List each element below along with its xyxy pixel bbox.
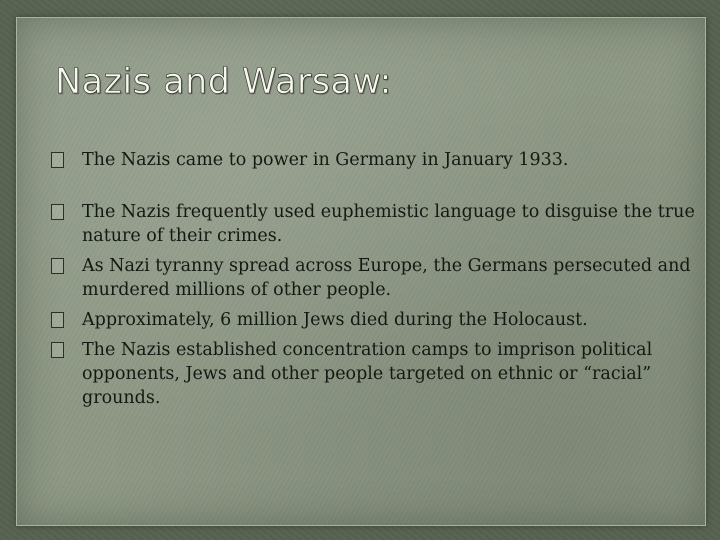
content-panel: [16, 17, 706, 526]
square-bullet-icon: [51, 152, 64, 168]
bullet-text: The Nazis established concentration camps to imprison political opponents, Jews and other people targeted on ethnic or “racial” grounds.: [82, 340, 653, 408]
bullet-text: Approximately, 6 million Jews died during the Holocaust.: [82, 310, 588, 330]
square-bullet-icon: [51, 204, 64, 220]
square-bullet-icon: [51, 258, 64, 274]
list-item: [51, 254, 711, 302]
square-bullet-icon: [51, 342, 64, 358]
list-item: [51, 148, 711, 172]
list-item: [51, 200, 711, 248]
bullet-text: As Nazi tyranny spread across Europe, the Germans persecuted and murdered millions of other people.: [82, 256, 691, 300]
bullet-list: [51, 148, 711, 416]
slide-title: Nazis and Warsaw:: [55, 62, 392, 102]
list-item: [51, 308, 711, 332]
bullet-text: The Nazis frequently used euphemistic language to disguise the true nature of their crimes.: [82, 202, 695, 246]
square-bullet-icon: [51, 312, 64, 328]
list-item: [51, 338, 711, 410]
bullet-text: The Nazis came to power in Germany in January 1933.: [82, 150, 569, 170]
